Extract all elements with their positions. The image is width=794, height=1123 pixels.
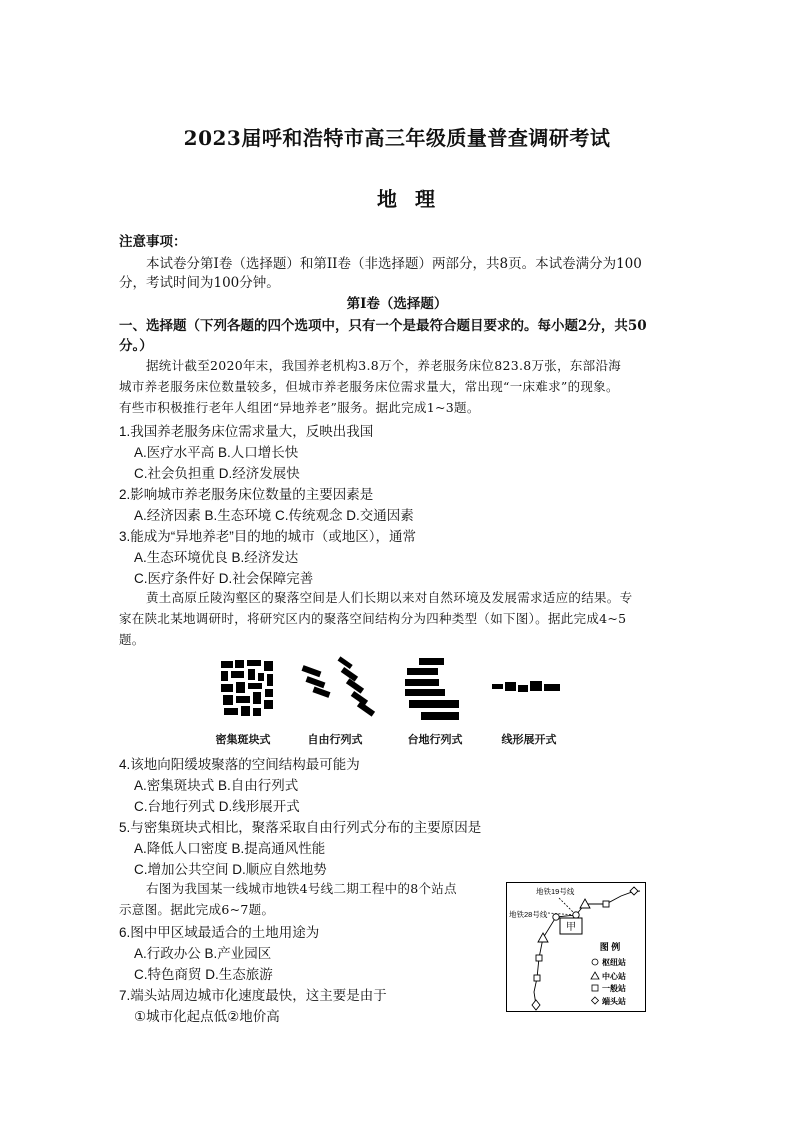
caption-free-row: 自由行列式 — [307, 734, 363, 746]
general-station-icon — [534, 975, 540, 981]
free-row-pattern — [302, 656, 376, 716]
question-6-options-row2: C.特色商贸 D.生态旅游 — [134, 967, 273, 982]
dense-patch-pattern — [221, 660, 273, 716]
metro-station-map — [506, 882, 646, 1012]
subject-title: 地理 — [377, 187, 453, 211]
question-4-stem: 4.该地向阳缓坡聚落的空间结构最可能为 — [119, 757, 360, 772]
question-5-options-row2: C.增加公共空间 D.顺应自然地势 — [134, 862, 327, 877]
passage2-line-3: 题。 — [119, 632, 145, 647]
terrace-row-pattern — [405, 658, 459, 720]
metro-line-19-label: 地铁19号线 — [536, 887, 575, 896]
passage1-line-1: 据统计截至2020年末，我国养老机构3.8万个，养老服务床位823.8万张，东部沿海 — [146, 358, 622, 373]
question-5-options-row1: A.降低人口密度 B.提高通风性能 — [134, 841, 326, 856]
caption-terrace-row: 台地行列式 — [407, 734, 463, 746]
question-7-options-row1: ①城市化起点低②地价高 — [134, 1009, 280, 1024]
hub-station-icon — [553, 914, 559, 920]
linear-pattern — [492, 681, 560, 692]
question-4-options-row1: A.密集斑块式 B.自由行列式 — [134, 778, 299, 793]
part1-heading: 第I卷（选择题） — [346, 296, 448, 312]
passage3-line-1: 右图为我国某一线城市地铁4号线二期工程中的8个站点 — [146, 881, 457, 896]
caption-linear: 线形展开式 — [501, 734, 557, 746]
notice-line-1: 本试卷分第I卷（选择题）和第II卷（非选择题）两部分，共8页。本试卷满分为100 — [146, 256, 642, 272]
hub-station-icon — [573, 912, 579, 918]
question-5-stem: 5.与密集斑块式相比，聚落采取自由行列式分布的主要原因是 — [119, 820, 482, 835]
legend-hub-icon — [592, 959, 598, 965]
question-6-stem: 6.图中甲区域最适合的土地用途为 — [119, 925, 320, 940]
legend-center-label: 中心站 — [602, 972, 626, 981]
legend-general-label: 一般站 — [602, 984, 626, 993]
question-7-stem: 7.端头站周边城市化速度最快，这主要是由于 — [119, 988, 387, 1003]
legend-terminal-label: 端头站 — [602, 997, 626, 1006]
passage1-line-3: 有些市积极推行老年人组团“异地养老”服务。据此完成1~3题。 — [119, 400, 480, 415]
metro-line-28-label: 地铁28号线 — [509, 910, 548, 919]
passage2-line-1: 黄土高原丘陵沟壑区的聚落空间是人们长期以来对自然环境及发展需求适应的结果。专 — [146, 590, 633, 605]
part1-instruction-line-1: 一、选择题（下列各题的四个选项中，只有一个是最符合题目要求的。每小题2分，共50 — [119, 318, 647, 334]
legend-hub-label: 枢纽站 — [602, 958, 626, 967]
notice-heading: 注意事项： — [119, 234, 187, 250]
exam-title: 2023届呼和浩特市高三年级质量普查调研考试 — [183, 126, 611, 150]
question-1-options-row1: A.医疗水平高 B.人口增长快 — [134, 445, 299, 460]
question-2-options-row1: A.经济因素 B.生态环境 C.传统观念 D.交通因素 — [134, 508, 414, 523]
caption-dense-patch: 密集斑块式 — [215, 734, 271, 746]
question-1-stem: 1.我国养老服务床位需求量大，反映出我国 — [119, 424, 374, 439]
question-3-options-row2: C.医疗条件好 D.社会保障完善 — [134, 571, 314, 586]
settlement-pattern-figure — [200, 655, 580, 725]
area-jia-label: 甲 — [566, 922, 576, 933]
legend-title: 图 例 — [599, 942, 621, 952]
passage2-line-2: 家在陕北某地调研时，将研究区内的聚落空间结构分为四种类型（如下图）。据此完成4~5 — [119, 611, 627, 626]
legend-general-icon — [592, 985, 598, 991]
question-3-options-row1: A.生态环境优良 B.经济发达 — [134, 550, 299, 565]
question-2-stem: 2.影响城市养老服务床位数量的主要因素是 — [119, 487, 374, 502]
part1-instruction-line-2: 分。） — [119, 338, 153, 354]
question-6-options-row1: A.行政办公 B.产业园区 — [134, 946, 272, 961]
passage1-line-2: 城市养老服务床位数量较多，但城市养老服务床位需求量大，常出现“一床难求”的现象。 — [119, 379, 619, 394]
question-4-options-row2: C.台地行列式 D.线形展开式 — [134, 799, 300, 814]
general-station-icon — [603, 901, 609, 907]
question-1-options-row2: C.社会负担重 D.经济发展快 — [134, 466, 300, 481]
notice-line-2: 分，考试时间为100分钟。 — [119, 275, 280, 291]
question-3-stem: 3.能成为“异地养老”目的地的城市（或地区），通常 — [119, 529, 416, 544]
passage3-line-2: 示意图。据此完成6~7题。 — [119, 902, 275, 917]
general-station-icon — [536, 955, 542, 961]
